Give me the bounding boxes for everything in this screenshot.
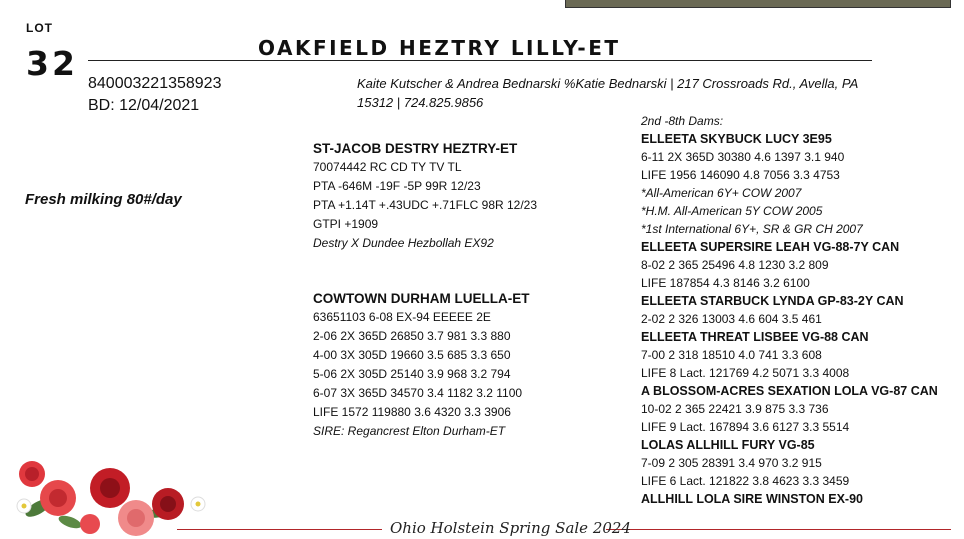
dam-5-name: ELLEETA THREAT LISBEE VG-88 CAN bbox=[641, 330, 869, 344]
sire-line: 70074442 RC CD TY TV TL bbox=[313, 160, 462, 174]
dam-7-record: LIFE 6 Lact. 121822 3.8 4623 3.3 3459 bbox=[641, 474, 850, 488]
animal-name: OAKFIELD HEZTRY LILLY-ET bbox=[258, 36, 621, 60]
footer-rule-right bbox=[606, 529, 951, 530]
registration-number: 840003221358923 bbox=[88, 75, 222, 92]
dams-heading: 2nd -8th Dams: bbox=[641, 114, 724, 128]
dam-3-record: 8-02 2 365 25496 4.8 1230 3.2 809 bbox=[641, 258, 829, 272]
dam-sire: SIRE: Regancrest Elton Durham-ET bbox=[313, 424, 506, 438]
dam-6-record: 10-02 2 365 22421 3.9 875 3.3 736 bbox=[641, 402, 829, 416]
dam-line: 63651103 6-08 EX-94 EEEEE 2E bbox=[313, 310, 491, 324]
birth-date: BD: 12/04/2021 bbox=[88, 97, 200, 114]
dam-line: LIFE 1572 119880 3.6 4320 3.3 3906 bbox=[313, 405, 511, 419]
dam-name: COWTOWN DURHAM LUELLA-ET bbox=[313, 291, 530, 306]
dam-2-name: ELLEETA SKYBUCK LUCY 3E95 bbox=[641, 132, 832, 146]
dam-4-name: ELLEETA STARBUCK LYNDA GP-83-2Y CAN bbox=[641, 294, 904, 308]
dam-3-name: ELLEETA SUPERSIRE LEAH VG-88-7Y CAN bbox=[641, 240, 900, 254]
title-rule bbox=[88, 60, 872, 61]
dam-2-award: *All-American 6Y+ COW 2007 bbox=[641, 186, 802, 200]
dam-2-record: 6-11 2X 365D 30380 4.6 1397 3.1 940 bbox=[641, 150, 845, 164]
dam-7-name: LOLAS ALLHILL FURY VG-85 bbox=[641, 438, 815, 452]
dam-7-record: 7-09 2 305 28391 3.4 970 3.2 915 bbox=[641, 456, 822, 470]
dam-6-record: LIFE 9 Lact. 167894 3.6 6127 3.3 5514 bbox=[641, 420, 850, 434]
sire-pedigree: Destry X Dundee Hezbollah EX92 bbox=[313, 236, 494, 250]
dam-6-name: A BLOSSOM-ACRES SEXATION LOLA VG-87 CAN bbox=[641, 384, 938, 398]
lot-label: LOT bbox=[26, 21, 53, 35]
dam-line: 2-06 2X 365D 26850 3.7 981 3.3 880 bbox=[313, 329, 511, 343]
owner-line-2: 15312 | 724.825.9856 bbox=[357, 95, 484, 110]
dam-line: 6-07 3X 365D 34570 3.4 1182 3.2 1100 bbox=[313, 386, 523, 400]
dam-line: 4-00 3X 305D 19660 3.5 685 3.3 650 bbox=[313, 348, 511, 362]
owner-line-1: Kaite Kutscher & Andrea Bednarski %Katie Bednarski | 217 Crossroads Rd., Avella, PA bbox=[357, 76, 859, 91]
dam-line: 5-06 2X 305D 25140 3.9 968 3.2 794 bbox=[313, 367, 511, 381]
sire-block bbox=[313, 139, 537, 253]
dam-4-record: 2-02 2 326 13003 4.6 604 3.5 461 bbox=[641, 312, 822, 326]
photo-strip bbox=[565, 0, 951, 8]
dam-2-record: LIFE 1956 146090 4.8 7056 3.3 4753 bbox=[641, 168, 840, 182]
dam-3-record: LIFE 187854 4.3 8146 3.2 6100 bbox=[641, 276, 810, 290]
owner-info bbox=[357, 74, 858, 112]
carnation-icon bbox=[19, 461, 184, 536]
footer-rule-left bbox=[177, 529, 382, 530]
dam-2-award: *1st International 6Y+, SR & GR CH 2007 bbox=[641, 222, 863, 236]
sire-line: GTPI +1909 bbox=[313, 217, 379, 231]
dam-5-record: 7-00 2 318 18510 4.0 741 3.3 608 bbox=[641, 348, 822, 362]
dam-2-award: *H.M. All-American 5Y COW 2005 bbox=[641, 204, 823, 218]
lot-number: 32 bbox=[26, 44, 78, 83]
sire-line: PTA +1.14T +.43UDC +.71FLC 98R 12/23 bbox=[313, 198, 538, 212]
sire-name: ST-JACOB DESTRY HEZTRY-ET bbox=[313, 141, 518, 156]
dam-block bbox=[313, 289, 529, 441]
dam-5-record: LIFE 8 Lact. 121769 4.2 5071 3.3 4008 bbox=[641, 366, 850, 380]
milking-note: Fresh milking 80#/day bbox=[25, 191, 182, 208]
dams-block bbox=[641, 112, 938, 508]
sale-name-footer: Ohio Holstein Spring Sale 2024 bbox=[390, 519, 632, 537]
flowers-decoration bbox=[10, 450, 210, 539]
sire-line: PTA -646M -19F -5P 99R 12/23 bbox=[313, 179, 481, 193]
dam-8-name: ALLHILL LOLA SIRE WINSTON EX-90 bbox=[641, 492, 864, 506]
